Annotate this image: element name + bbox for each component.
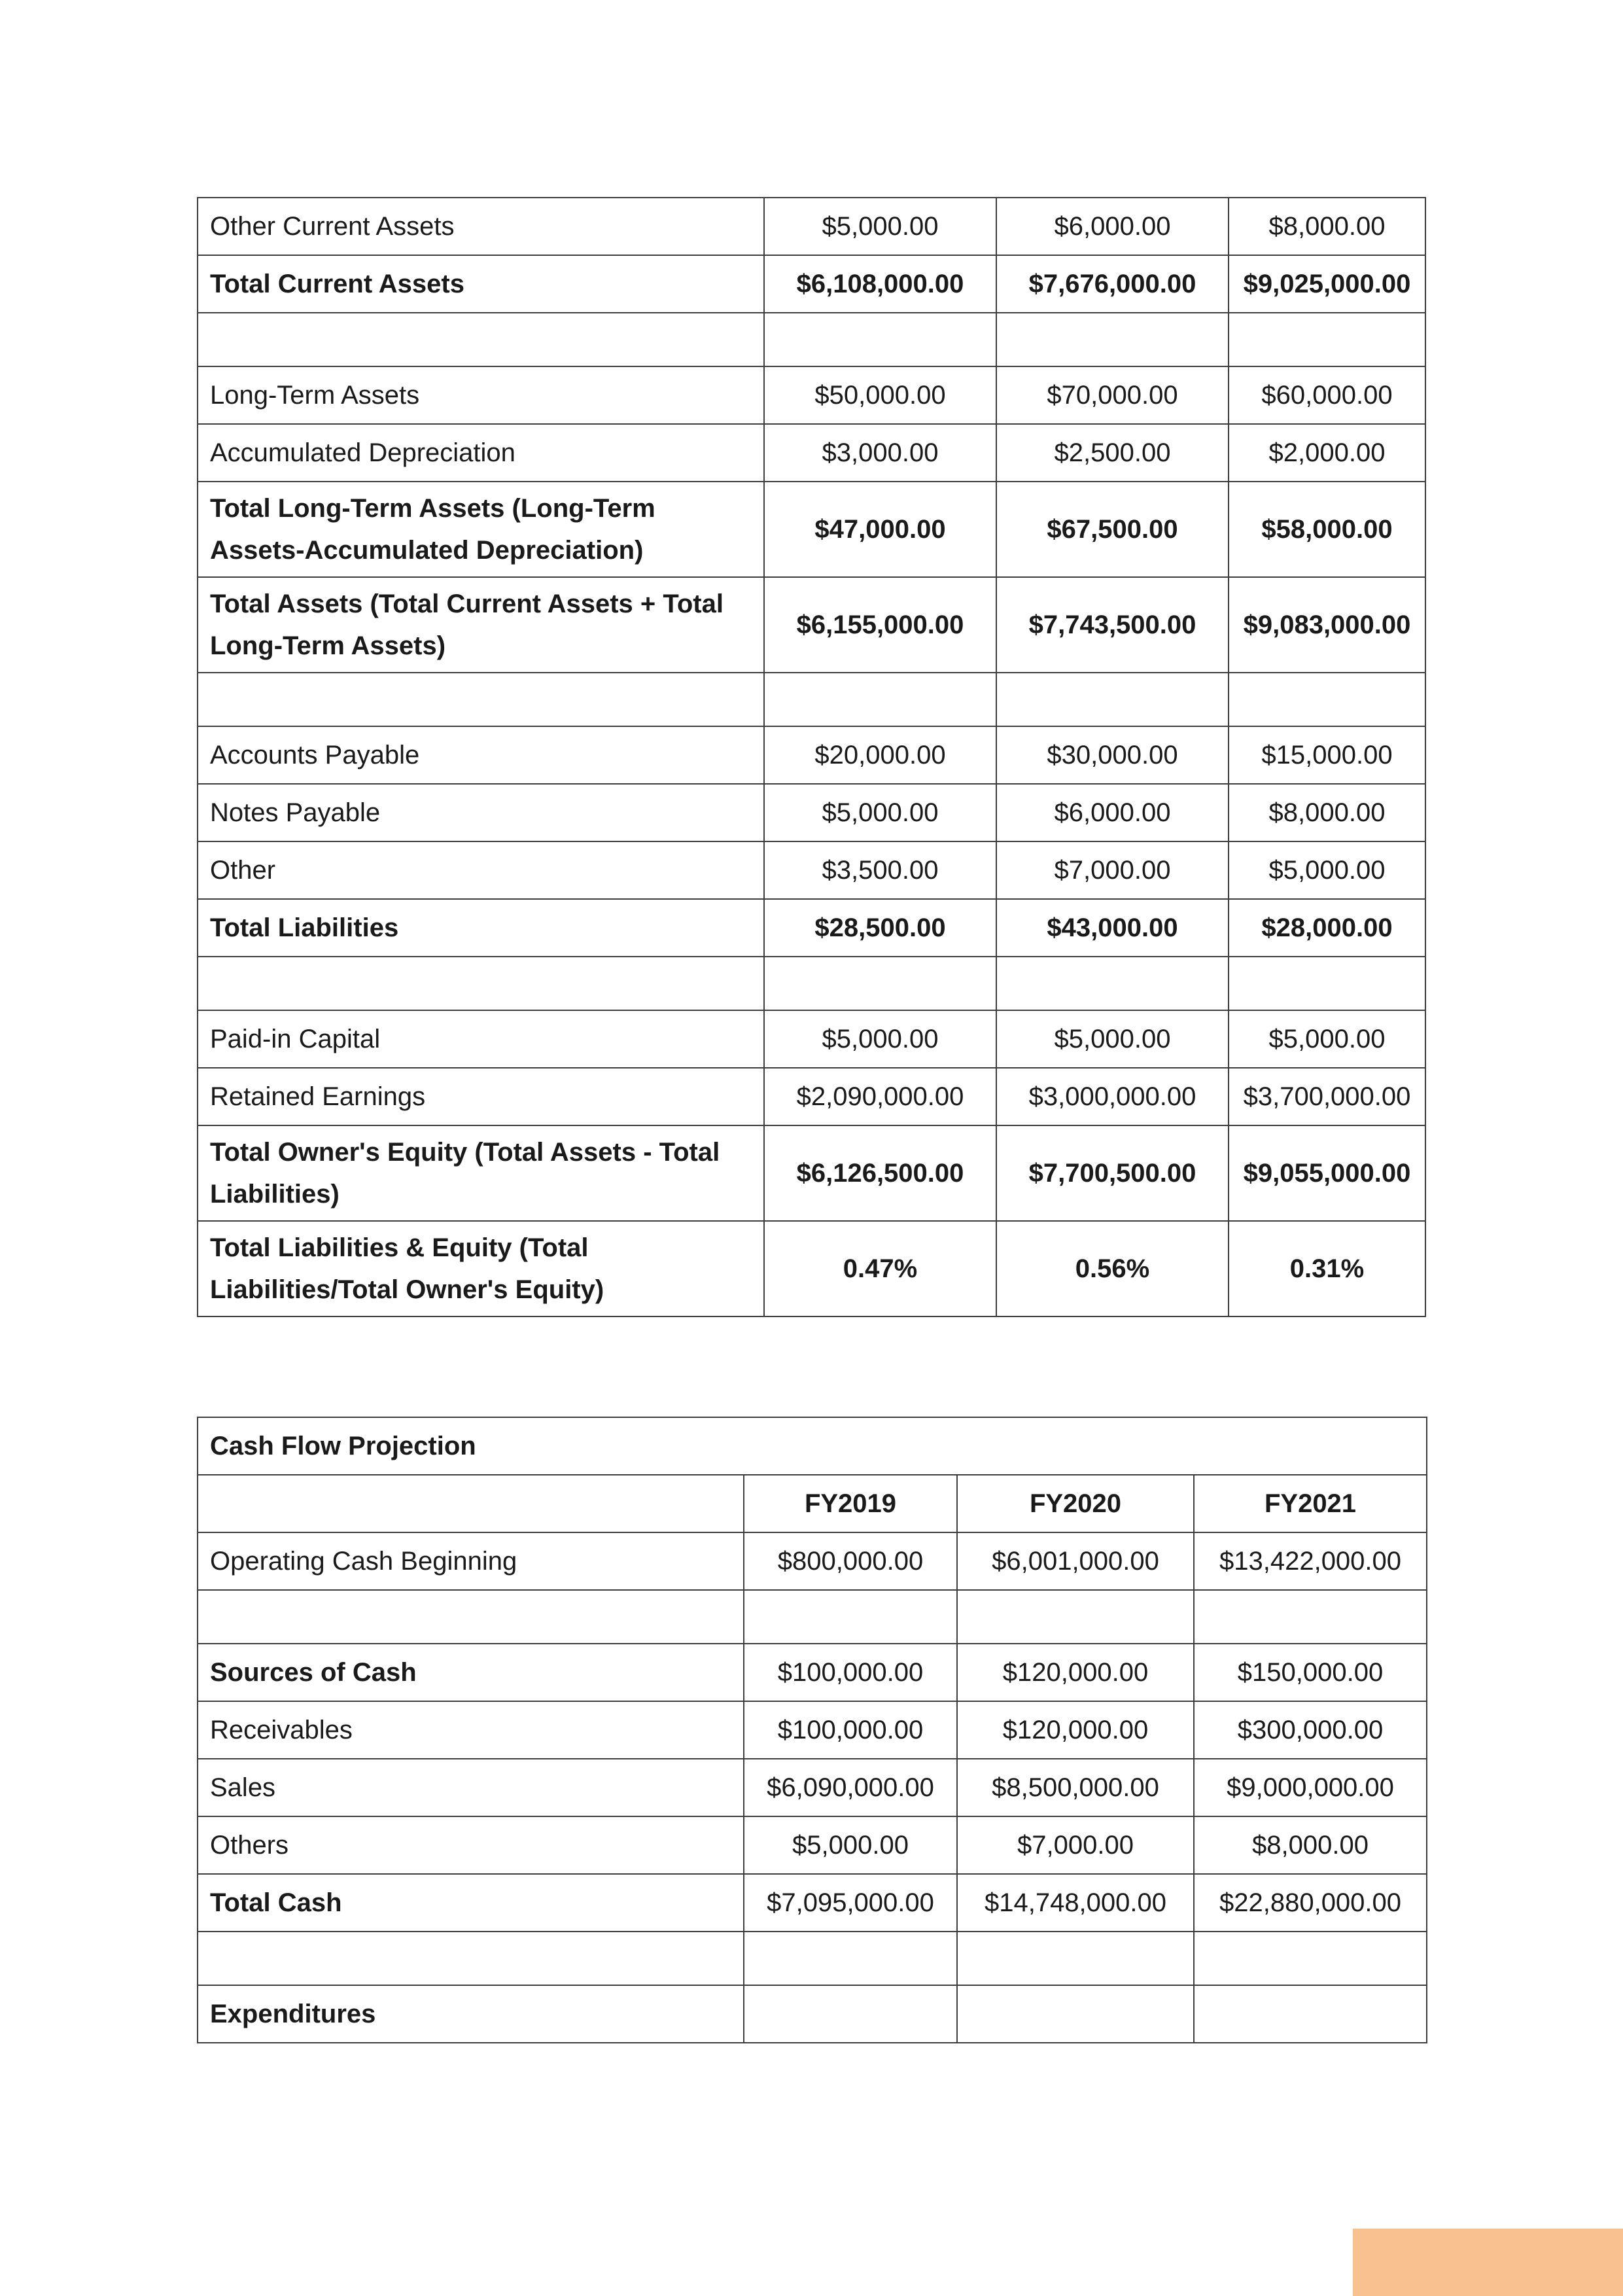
- value-cell: $5,000.00: [744, 1816, 957, 1874]
- row-label: Paid-in Capital: [198, 1010, 764, 1068]
- value-cell: $22,880,000.00: [1194, 1874, 1427, 1932]
- row-label: Total Assets (Total Current Assets + Total Long-Term Assets): [198, 577, 764, 673]
- value-cell: $7,000.00: [996, 841, 1229, 899]
- table-row: [198, 255, 1425, 313]
- row-label: [198, 313, 764, 366]
- row-label: [198, 957, 764, 1010]
- value-cell: $28,000.00: [1229, 899, 1425, 957]
- table-row: [198, 726, 1425, 784]
- row-label: Total Cash: [198, 1874, 744, 1932]
- table-row: [198, 1644, 1427, 1701]
- value-cell: $3,500.00: [764, 841, 996, 899]
- value-cell: 0.56%: [996, 1221, 1229, 1316]
- value-cell: $9,000,000.00: [1194, 1759, 1427, 1816]
- row-label: Retained Earnings: [198, 1068, 764, 1125]
- year-header: FY2020: [957, 1475, 1194, 1532]
- value-cell: $6,126,500.00: [764, 1125, 996, 1221]
- value-cell: $8,000.00: [1229, 784, 1425, 841]
- value-cell: $7,700,500.00: [996, 1125, 1229, 1221]
- row-label: [198, 1590, 744, 1644]
- table-row: [198, 1532, 1427, 1590]
- row-label: [198, 1932, 744, 1985]
- value-cell: $28,500.00: [764, 899, 996, 957]
- year-header: FY2021: [1194, 1475, 1427, 1532]
- value-cell: $3,000,000.00: [996, 1068, 1229, 1125]
- value-cell: 0.47%: [764, 1221, 996, 1316]
- table-row: [198, 1816, 1427, 1874]
- value-cell: [1229, 957, 1425, 1010]
- value-cell: $6,155,000.00: [764, 577, 996, 673]
- row-label: [198, 673, 764, 726]
- value-cell: $30,000.00: [996, 726, 1229, 784]
- value-cell: [1229, 313, 1425, 366]
- value-cell: $5,000.00: [764, 1010, 996, 1068]
- value-cell: [744, 1590, 957, 1644]
- table-row: [198, 1010, 1425, 1068]
- value-cell: $15,000.00: [1229, 726, 1425, 784]
- value-cell: $13,422,000.00: [1194, 1532, 1427, 1590]
- value-cell: $43,000.00: [996, 899, 1229, 957]
- cash-flow-body: [198, 1417, 1427, 2043]
- row-label: Total Liabilities & Equity (Total Liabilities/Total Owner's Equity): [198, 1221, 764, 1316]
- value-cell: [957, 1590, 1194, 1644]
- value-cell: [957, 1932, 1194, 1985]
- value-cell: $300,000.00: [1194, 1701, 1427, 1759]
- value-cell: [996, 957, 1229, 1010]
- value-cell: $6,001,000.00: [957, 1532, 1194, 1590]
- table-row: [198, 482, 1425, 577]
- value-cell: $2,500.00: [996, 424, 1229, 482]
- spacer-row: [198, 1590, 1427, 1644]
- row-label: Total Liabilities: [198, 899, 764, 957]
- table-row: [198, 1221, 1425, 1316]
- value-cell: $20,000.00: [764, 726, 996, 784]
- value-cell: $7,743,500.00: [996, 577, 1229, 673]
- table-row: [198, 1125, 1425, 1221]
- value-cell: [1194, 1932, 1427, 1985]
- value-cell: $2,090,000.00: [764, 1068, 996, 1125]
- spacer-row: [198, 313, 1425, 366]
- header-blank-cell: [198, 1475, 744, 1532]
- value-cell: [764, 313, 996, 366]
- row-label: Accumulated Depreciation: [198, 424, 764, 482]
- row-label: Long-Term Assets: [198, 366, 764, 424]
- table-row: [198, 1759, 1427, 1816]
- value-cell: $9,025,000.00: [1229, 255, 1425, 313]
- value-cell: [1194, 1985, 1427, 2043]
- value-cell: [957, 1985, 1194, 2043]
- value-cell: $5,000.00: [1229, 841, 1425, 899]
- table-row: [198, 577, 1425, 673]
- value-cell: $7,000.00: [957, 1816, 1194, 1874]
- value-cell: $70,000.00: [996, 366, 1229, 424]
- cash-flow-table: [197, 1417, 1427, 2043]
- balance-sheet-body: [198, 198, 1425, 1316]
- value-cell: $800,000.00: [744, 1532, 957, 1590]
- value-cell: [996, 313, 1229, 366]
- value-cell: $100,000.00: [744, 1644, 957, 1701]
- value-cell: [1194, 1590, 1427, 1644]
- table-row: [198, 1701, 1427, 1759]
- value-cell: $5,000.00: [764, 198, 996, 255]
- value-cell: $120,000.00: [957, 1701, 1194, 1759]
- value-cell: $8,000.00: [1229, 198, 1425, 255]
- row-label: Other: [198, 841, 764, 899]
- value-cell: $5,000.00: [1229, 1010, 1425, 1068]
- table-row: [198, 1985, 1427, 2043]
- value-cell: $5,000.00: [996, 1010, 1229, 1068]
- value-cell: $2,000.00: [1229, 424, 1425, 482]
- value-cell: [744, 1985, 957, 2043]
- value-cell: $3,000.00: [764, 424, 996, 482]
- value-cell: $120,000.00: [957, 1644, 1194, 1701]
- row-label: Sales: [198, 1759, 744, 1816]
- value-cell: $100,000.00: [744, 1701, 957, 1759]
- cash-flow-title: Cash Flow Projection: [198, 1417, 1427, 1475]
- value-cell: $5,000.00: [764, 784, 996, 841]
- table-row: [198, 1068, 1425, 1125]
- value-cell: $6,000.00: [996, 198, 1229, 255]
- row-label: Other Current Assets: [198, 198, 764, 255]
- value-cell: [764, 673, 996, 726]
- value-cell: $7,095,000.00: [744, 1874, 957, 1932]
- value-cell: $50,000.00: [764, 366, 996, 424]
- value-cell: [744, 1932, 957, 1985]
- value-cell: $3,700,000.00: [1229, 1068, 1425, 1125]
- cash-flow-title-row: [198, 1417, 1427, 1475]
- value-cell: $14,748,000.00: [957, 1874, 1194, 1932]
- row-label: Others: [198, 1816, 744, 1874]
- row-label: Receivables: [198, 1701, 744, 1759]
- value-cell: 0.31%: [1229, 1221, 1425, 1316]
- table-row: [198, 424, 1425, 482]
- spacer-row: [198, 1932, 1427, 1985]
- balance-sheet-table: [197, 197, 1426, 1317]
- value-cell: $6,108,000.00: [764, 255, 996, 313]
- table-row: [198, 366, 1425, 424]
- value-cell: $150,000.00: [1194, 1644, 1427, 1701]
- spacer-row: [198, 673, 1425, 726]
- row-label: Notes Payable: [198, 784, 764, 841]
- cash-flow-header-row: [198, 1475, 1427, 1532]
- table-row: [198, 841, 1425, 899]
- row-label: Accounts Payable: [198, 726, 764, 784]
- value-cell: $8,000.00: [1194, 1816, 1427, 1874]
- value-cell: $7,676,000.00: [996, 255, 1229, 313]
- year-header: FY2019: [744, 1475, 957, 1532]
- value-cell: $9,083,000.00: [1229, 577, 1425, 673]
- row-label: Total Current Assets: [198, 255, 764, 313]
- table-row: [198, 198, 1425, 255]
- value-cell: $6,000.00: [996, 784, 1229, 841]
- corner-accent-block: [1353, 2229, 1623, 2296]
- value-cell: $8,500,000.00: [957, 1759, 1194, 1816]
- value-cell: $58,000.00: [1229, 482, 1425, 577]
- value-cell: [1229, 673, 1425, 726]
- row-label: Operating Cash Beginning: [198, 1532, 744, 1590]
- value-cell: $6,090,000.00: [744, 1759, 957, 1816]
- row-label: Total Owner's Equity (Total Assets - Total Liabilities): [198, 1125, 764, 1221]
- value-cell: $47,000.00: [764, 482, 996, 577]
- value-cell: [764, 957, 996, 1010]
- table-row: [198, 784, 1425, 841]
- value-cell: [996, 673, 1229, 726]
- table-row: [198, 1874, 1427, 1932]
- value-cell: $9,055,000.00: [1229, 1125, 1425, 1221]
- row-label: Sources of Cash: [198, 1644, 744, 1701]
- value-cell: $60,000.00: [1229, 366, 1425, 424]
- value-cell: $67,500.00: [996, 482, 1229, 577]
- spacer-row: [198, 957, 1425, 1010]
- row-label: Total Long-Term Assets (Long-Term Assets-Accumulated Depreciation): [198, 482, 764, 577]
- row-label: Expenditures: [198, 1985, 744, 2043]
- table-row: [198, 899, 1425, 957]
